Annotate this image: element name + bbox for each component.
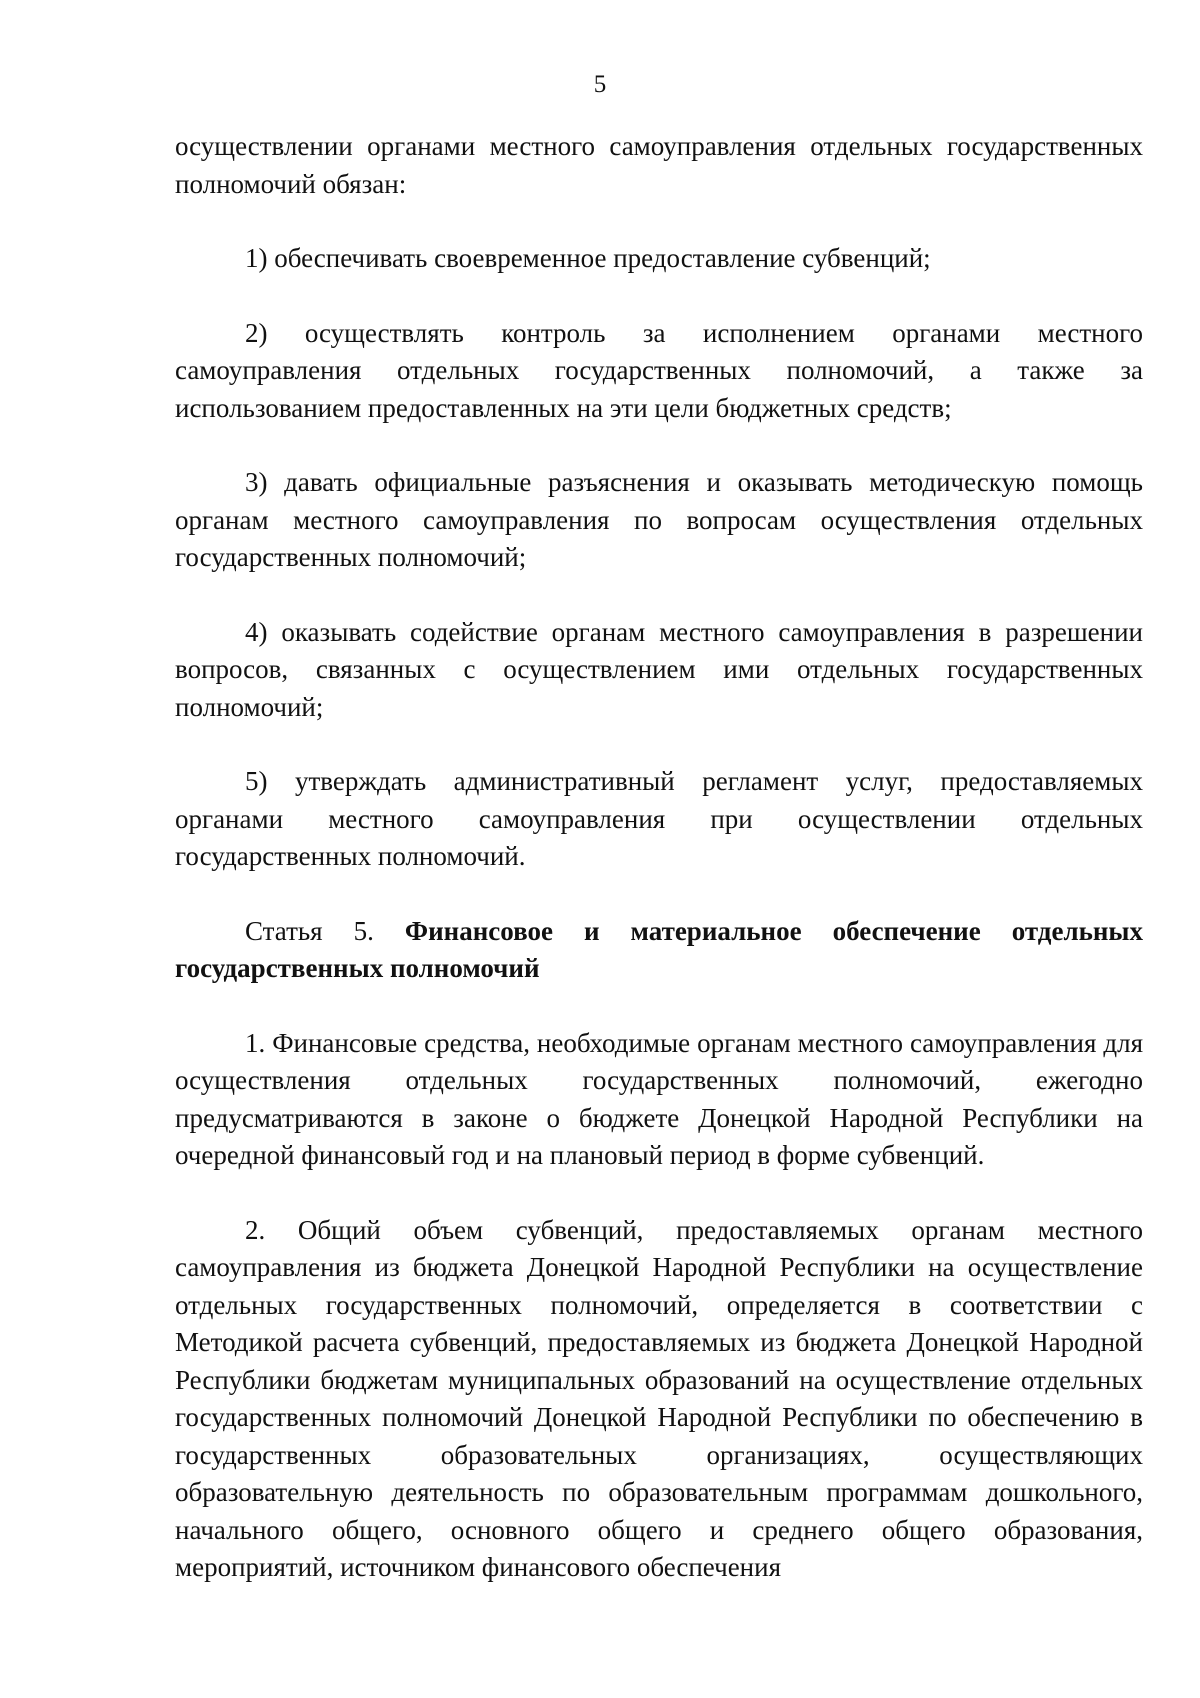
list-item-3: 3) давать официальные разъяснения и оказывать методическую помощь органам местного самоуправления по вопросам осуществления отдельных государственных полномочий; — [175, 467, 1143, 572]
list-item-5: 5) утверждать административный регламент услуг, предоставляемых органами местного самоуправления при осуществлении отдельных государственных полномочий. — [175, 766, 1143, 871]
document-body — [175, 128, 1143, 1587]
list-item-4: 4) оказывать содействие органам местного самоуправления в разрешении вопросов, связанных с осуществлением ими отдельных государственных полномочий; — [175, 616, 1143, 722]
article-paragraph-1: 1. Финансовые средства, необходимые органам местного самоуправления для осуществления отдельных государственных полномочий, ежегодно предусматриваются в законе о бюджете Донецкой Народной Республики на очередной финансовый год и на плановый период в форме субвенций. — [175, 1027, 1143, 1170]
article-title: Финансовое и материальное обеспечение отдельных государственных полномочий — [175, 915, 1144, 983]
paragraph-continuation: осуществлении органами местного самоуправления отдельных государственных полномочий обязан: — [175, 131, 1143, 199]
article-paragraph-2: 2. Общий объем субвенций, предоставляемых органам местного самоуправления из бюджета Донецкой Народной Республики на осуществление отдельных государственных полномочий, определяется в соответствии с Методикой расчета субвенций, предоставляемых из бюджета Донецкой Народной Республики бюджетам муниципальных образований на осуществление отдельных государственных полномочий Донецкой Народной Республики по обеспечению в государственных образовательных организациях, осуществляющих образовательную деятельность по образовательным программам дошкольного, начального общего, основного общего и среднего общего образования, мероприятий, источником финансового обеспечения — [175, 1214, 1143, 1582]
list-item-1: 1) обеспечивать своевременное предоставление субвенций; — [245, 243, 931, 273]
page-number: 5 — [593, 71, 607, 98]
article-number: Статья 5. — [245, 915, 374, 946]
article-heading — [175, 913, 1143, 988]
list-item-2: 2) осуществлять контроль за исполнением органами местного самоуправления отдельных государственных полномочий, а также за использованием предоставленных на эти цели бюджетных средств; — [175, 317, 1143, 423]
